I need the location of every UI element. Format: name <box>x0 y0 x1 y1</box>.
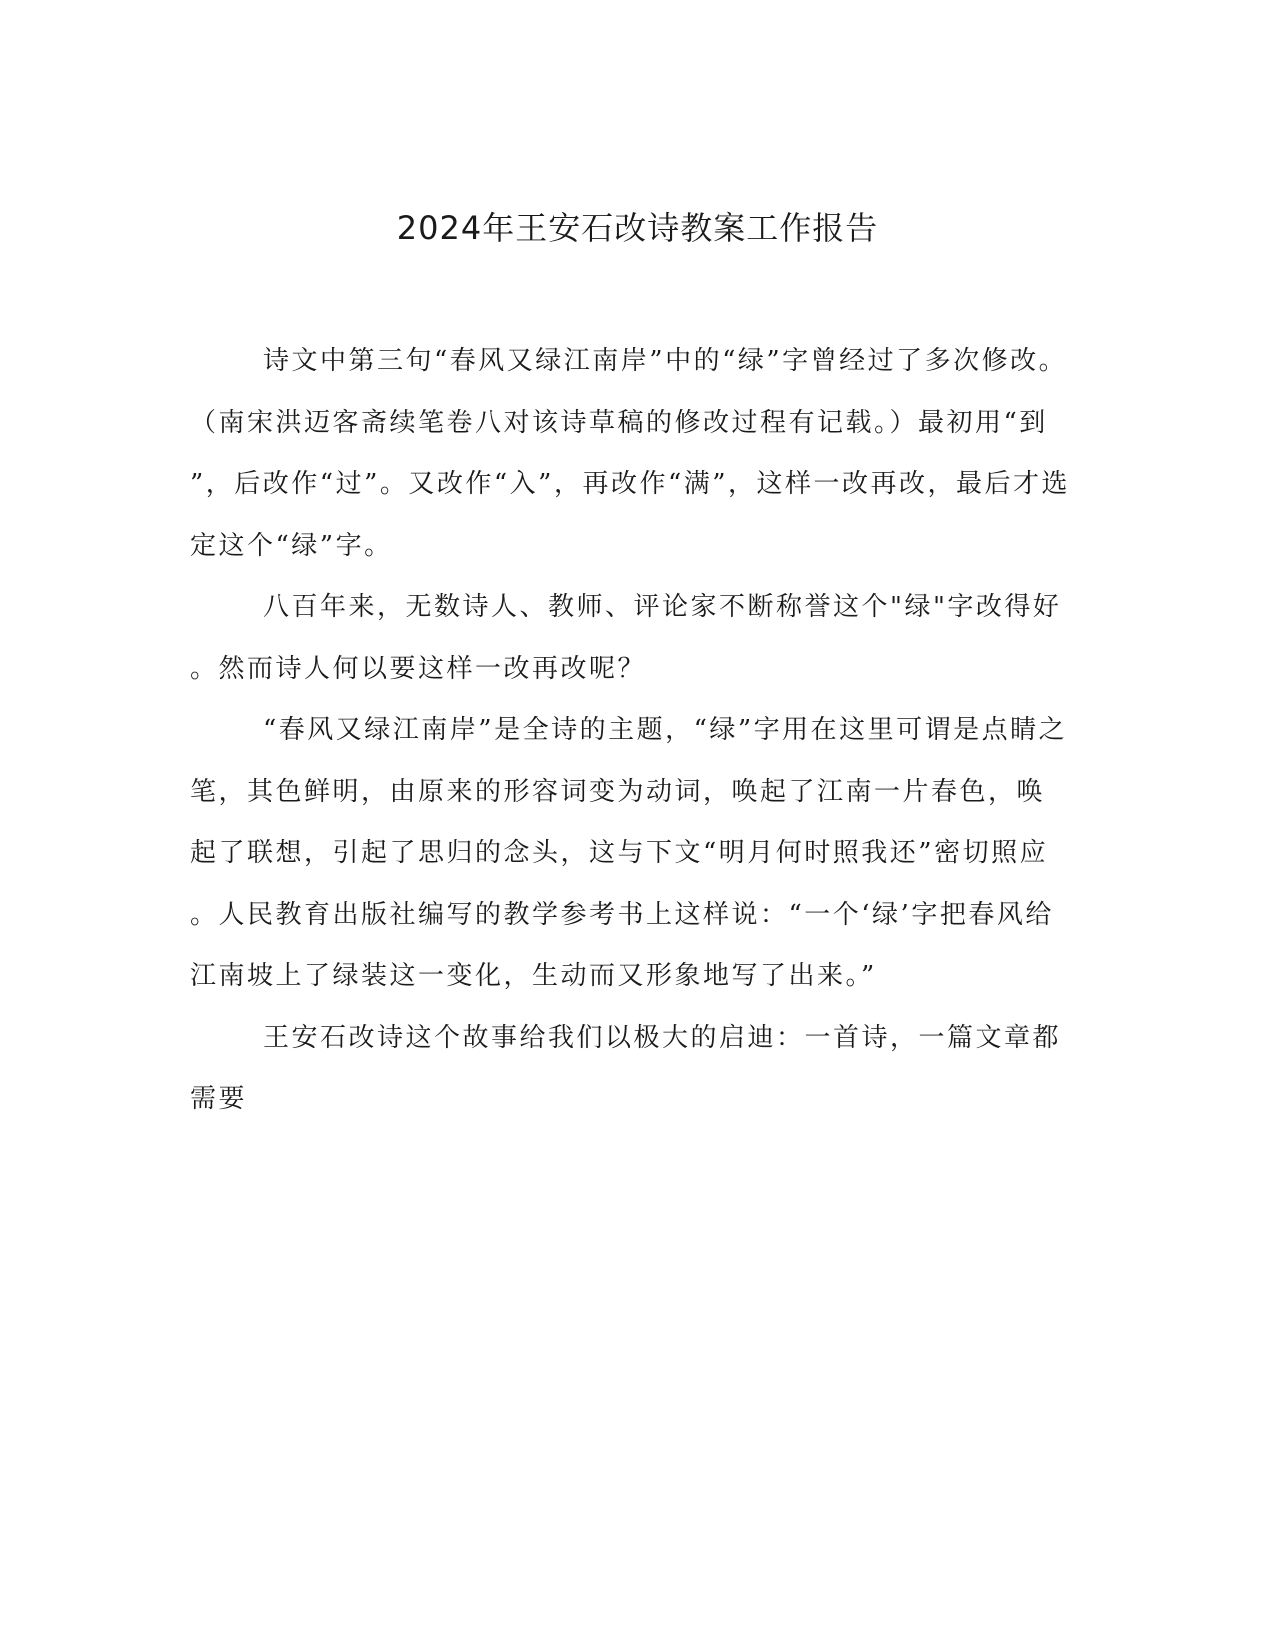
paragraph-line: 江南坡上了绿装这一变化，生动而又形象地写了出来。” <box>190 961 877 991</box>
paragraph-line: ”，后改作“过”。又改作“入”，再改作“满”，这样一改再改，最后才选 <box>190 469 1071 499</box>
paragraph-line: 需要 <box>190 1084 248 1114</box>
paragraph-3 <box>190 700 1080 1008</box>
document-body <box>190 331 1080 1131</box>
paragraph-line: 八百年来，无数诗人、教师、评论家不断称誉这个"绿"字改得好 <box>263 592 1062 622</box>
paragraph-line: 王安石改诗这个故事给我们以极大的启迪：一首诗，一篇文章都 <box>263 1022 1062 1053</box>
paragraph-line: “春风又绿江南岸”是全诗的主题，“绿”字用在这里可谓是点睛之 <box>263 715 1068 745</box>
paragraph-line: 。然而诗人何以要这样一改再改呢？ <box>190 653 647 684</box>
paragraph-line: 笔，其色鲜明，由原来的形容词变为动词，唤起了江南一片春色，唤 <box>190 776 1046 807</box>
paragraph-line: 诗文中第三句“春风又绿江南岸”中的“绿”字曾经过了多次修改。 <box>263 346 1068 376</box>
paragraph-4 <box>190 1008 1080 1131</box>
paragraph-2 <box>190 577 1080 700</box>
paragraph-line: （南宋洪迈客斋续笔卷八对该诗草稿的修改过程有记载。）最初用“到 <box>190 407 1048 438</box>
paragraph-line: 。人民教育出版社编写的教学参考书上这样说：“一个‘绿’字把春风给 <box>190 899 1054 930</box>
paragraph-line: 起了联想，引起了思归的念头，这与下文“明月何时照我还”密切照应 <box>190 838 1049 868</box>
paragraph-1 <box>190 331 1080 577</box>
paragraph-line: 定这个“绿”字。 <box>190 530 393 561</box>
document-title: 2024年王安石改诗教案工作报告 <box>396 209 879 247</box>
